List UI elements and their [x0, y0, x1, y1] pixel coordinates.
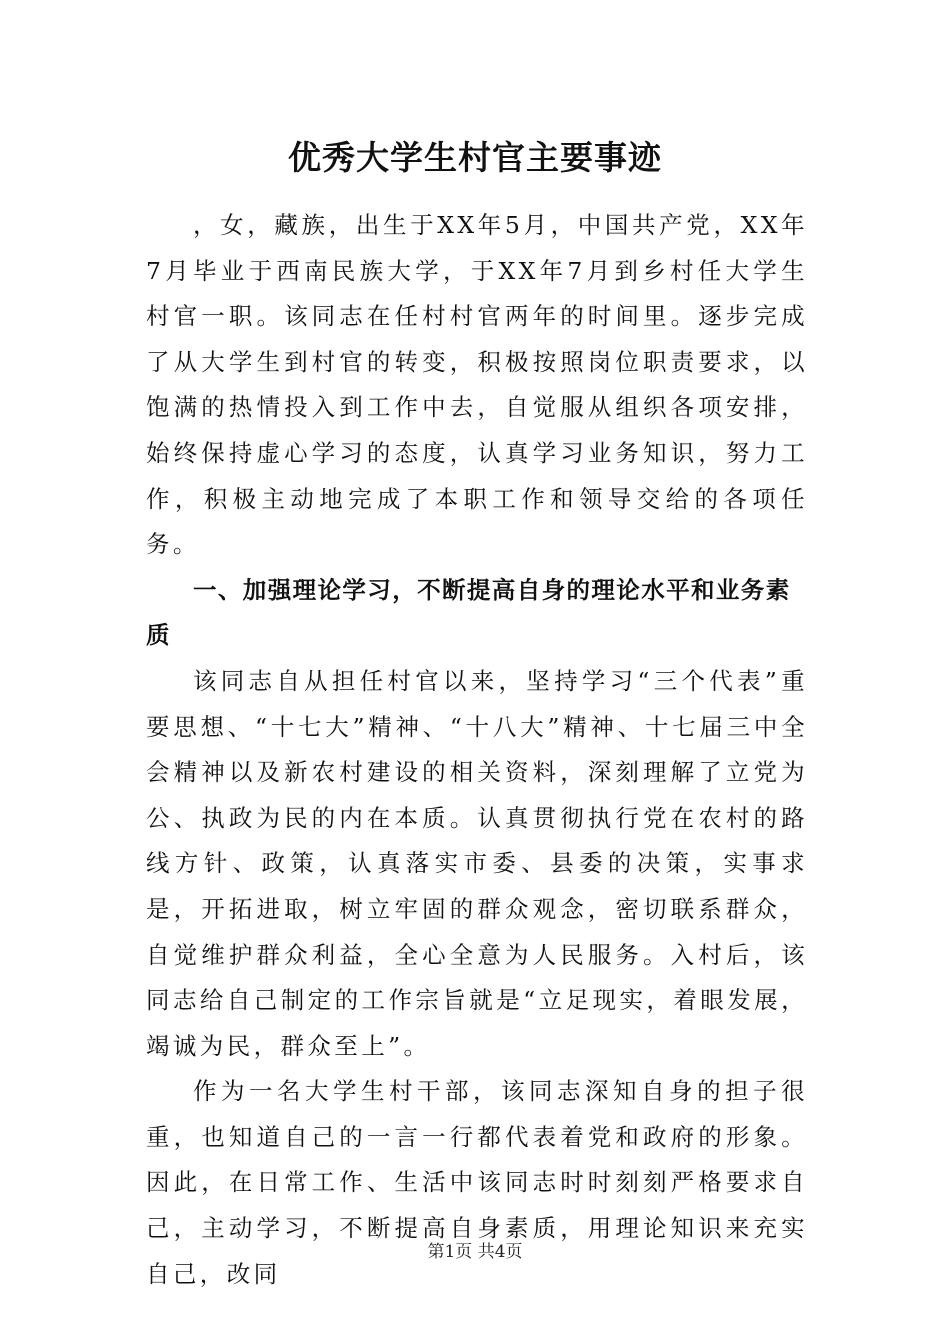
body-paragraph: 作为一名大学生村干部，该同志深知自身的担子很重，也知道自己的一言一行都代表着党和政府的形象。因此，在日常工作、生活中该同志时时刻刻严格要求自己，主动学习，不断提高自身素质，用理论知识来充实自己，改同: [146, 1077, 808, 1288]
document-body: [146, 203, 808, 1297]
page-number-footer: 第1页 共4页: [427, 1242, 523, 1262]
section-heading: 一、加强理论学习，不断提高自身的理论水平和业务素质: [146, 575, 791, 650]
page-title: 优秀大学生村官主要事迹: [288, 138, 662, 177]
body-paragraph: 该同志自从担任村官以来，坚持学习“三个代表”重要思想、“十七大”精神、“十八大”精神、十七届三中全会精神以及新农村建设的相关资料，深刻理解了立党为公、执政为民的内在本质。认真贯彻执行党在农村的路线方针、政策，认真落实市委、县委的决策，实事求是，开拓进取，树立牢固的群众观念，密切联系群众，自觉维护群众利益，全心全意为人民服务。入村后，该同志给自己制定的工作宗旨就是“立足现实，着眼发展，竭诚为民，群众至上”。: [146, 666, 808, 1060]
intro-paragraph: ，女，藏族，出生于XX年5月，中国共产党，XX年7月毕业于西南民族大学，于XX年7月到乡村任大学生村官一职。该同志在任村村官两年的时间里。逐步完成了从大学生到村官的转变，积极按照岗位职责要求，以饱满的热情投入到工作中去，自觉服从组织各项安排，始终保持虚心学习的态度，认真学习业务知识，努力工作，积极主动地完成了本职工作和领导交给的各项任务。: [146, 211, 808, 559]
